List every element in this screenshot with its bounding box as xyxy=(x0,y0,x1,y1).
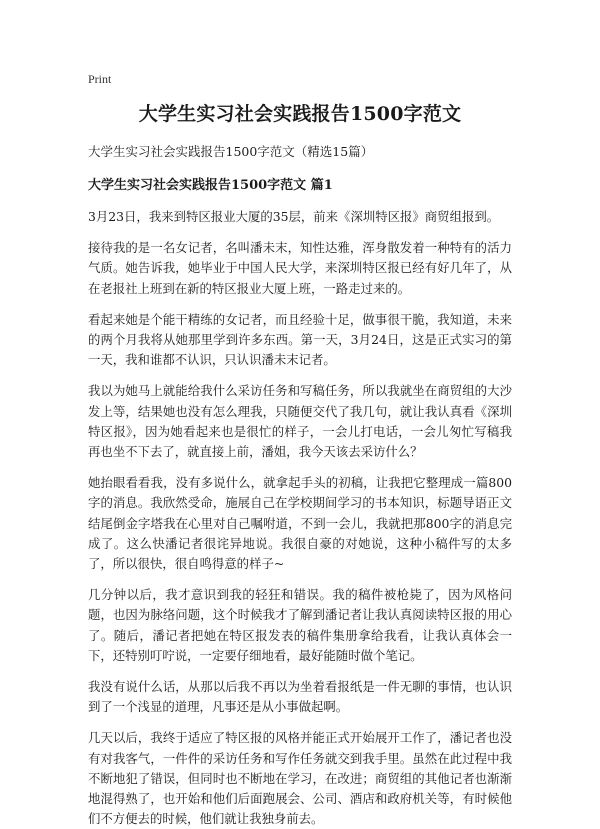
document-subtitle: 大学生实习社会实践报告1500字范文（精选15篇） xyxy=(88,144,374,159)
page-title: 大学生实习社会实践报告1500字范文 xyxy=(138,103,462,125)
paragraph-3: 看起来她是个能干精练的女记者，而且经验十足，做事很干脆，我知道，未来的两个月我将从她那里学到许多东西。第一天，3月24日，这是正式实习的第一天，我和谁都不认识，只认识潘未末记者。 xyxy=(88,311,512,368)
paragraph-5: 她抬眼看看我，没有多说什么，就拿起手头的初稿，让我把它整理成一篇800字的消息。我欣然受命，施展自己在学校期间学习的书本知识，标题导语正文结尾倒金字塔我在心里对自己嘱咐道，不到一会儿，我就把那800字的消息完成了。这么快潘记者很诧异地说。我很自豪的对她说，这种小稿件写的太多了，所以很快，很自鸣得意的样子~ xyxy=(88,475,512,572)
paragraph-2: 接待我的是一名女记者，名叫潘未末，知性达雅，浑身散发着一种特有的活力气质。她告诉我，她毕业于中国人民大学，来深圳特区报已经有好几年了，从在老报社上班到在新的特区报业大厦上班，一路走过来的。 xyxy=(88,240,512,296)
section-heading: 大学生实习社会实践报告1500字范文 篇1 xyxy=(88,178,333,193)
paragraph-8: 几天以后，我终于适应了特区报的风格并能正式开始展开工作了，潘记者也没有对我客气，一件件的采访任务和写作任务就交到我手里。虽然在此过程中我不断地犯了错误，但同时也不断地在学习，在改进；商贸组的其他记者也渐渐地混得熟了，也开始和他们后面跑展会、公司、酒店和政府机关等，有时候他们不方便去的时候，他们就让我独身前去。 xyxy=(88,730,512,827)
paragraph-1: 3月23日，我来到特区报业大厦的35层，前来《深圳特区报》商贸组报到。 xyxy=(88,209,500,224)
paragraph-7: 我没有说什么话，从那以后我不再以为坐着看报纸是一件无聊的事情，也认识到了一个浅显的道理，凡事还是从小事做起啊。 xyxy=(88,679,512,715)
paragraph-6: 几分钟以后，我才意识到我的轻狂和错误。我的稿件被枪毙了，因为风格问题，也因为脉络问题，这个时候我才了解到潘记者让我认真阅读特区报的用心了。随后，潘记者把她在特区报发表的稿件集册拿给我看，让我认真体会一下，还特别叮咛说，一定要仔细地看，最好能随时做个笔记。 xyxy=(88,587,512,663)
paragraph-4: 我以为她马上就能给我什么采访任务和写稿任务，所以我就坐在商贸组的大沙发上等，结果她也没有怎么理我，只随便交代了我几句，就让我认真看《深圳特区报》，因为她看起来也是很忙的样子，一会儿打电话，一会儿匆忙写稿我再也坐不下去了，就直接上前，潘姐，我今天该去采访什么？ xyxy=(88,383,512,460)
article-body xyxy=(88,207,512,829)
print-link[interactable]: Print xyxy=(88,72,112,86)
